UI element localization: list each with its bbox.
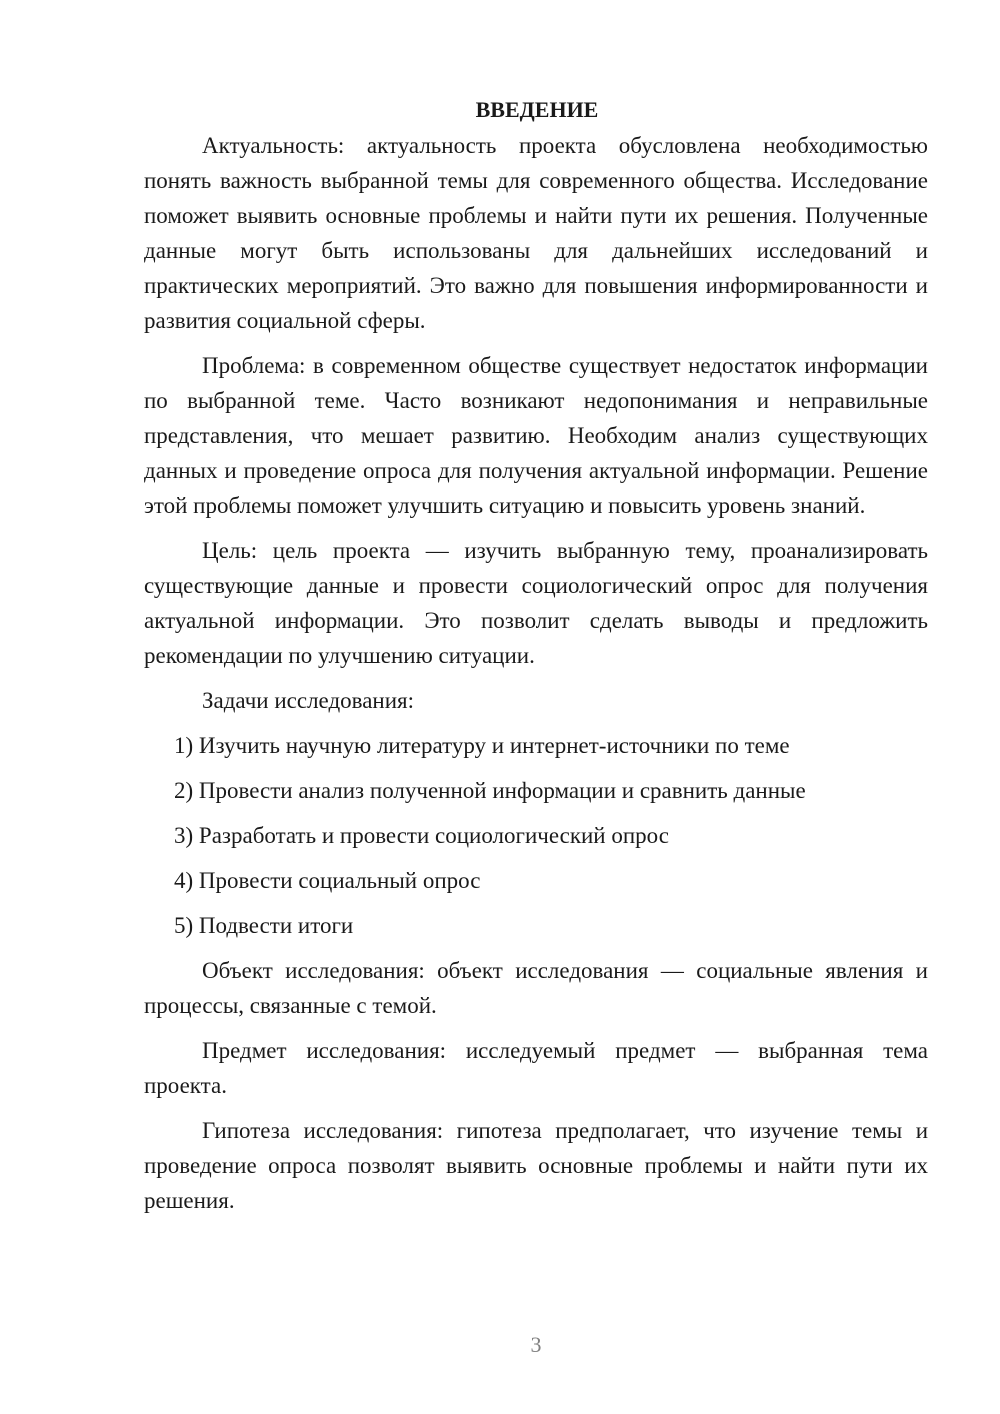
tasks-list	[144, 728, 928, 943]
problem-paragraph: Проблема: в современном обществе существует недостаток информации по выбранной теме. Часто возникают недопонимания и неправильные представления, что мешает развитию. Необходим анализ существующих данных и проведение опроса для получения актуальной информации. Решение этой проблемы поможет улучшить ситуацию и повысить уровень знаний.	[144, 353, 928, 518]
section-heading: ВВЕДЕНИЕ	[475, 97, 599, 122]
task-item: 5) Подвести итоги	[174, 913, 354, 938]
task-item: 3) Разработать и провести социологический опрос	[174, 823, 669, 848]
hypothesis-paragraph: Гипотеза исследования: гипотеза предполагает, что изучение темы и проведение опроса позволят выявить основные проблемы и найти пути их решения.	[144, 1118, 928, 1213]
task-item: 1) Изучить научную литературу и интернет-источники по теме	[174, 733, 790, 758]
task-item: 2) Провести анализ полученной информации и сравнить данные	[174, 778, 806, 803]
task-item: 4) Провести социальный опрос	[174, 868, 481, 893]
page-number: 3	[530, 1332, 542, 1357]
tasks-title: Задачи исследования:	[202, 688, 415, 713]
page-content	[144, 92, 928, 1228]
relevance-paragraph: Актуальность: актуальность проекта обусловлена необходимостью понять важность выбранной темы для современного общества. Исследование поможет выявить основные проблемы и найти пути их решения. Полученные данные могут быть использованы для дальнейших исследований и практических мероприятий. Это важно для повышения информированности и развития социальной сферы.	[144, 133, 928, 333]
object-paragraph: Объект исследования: объект исследования — социальные явления и процессы, связанные с темой.	[144, 958, 928, 1018]
subject-paragraph: Предмет исследования: исследуемый предмет — выбранная тема проекта.	[144, 1038, 928, 1098]
goal-paragraph: Цель: цель проекта — изучить выбранную тему, проанализировать существующие данные и провести социологический опрос для получения актуальной информации. Это позволит сделать выводы и предложить рекомендации по улучшению ситуации.	[144, 538, 928, 668]
